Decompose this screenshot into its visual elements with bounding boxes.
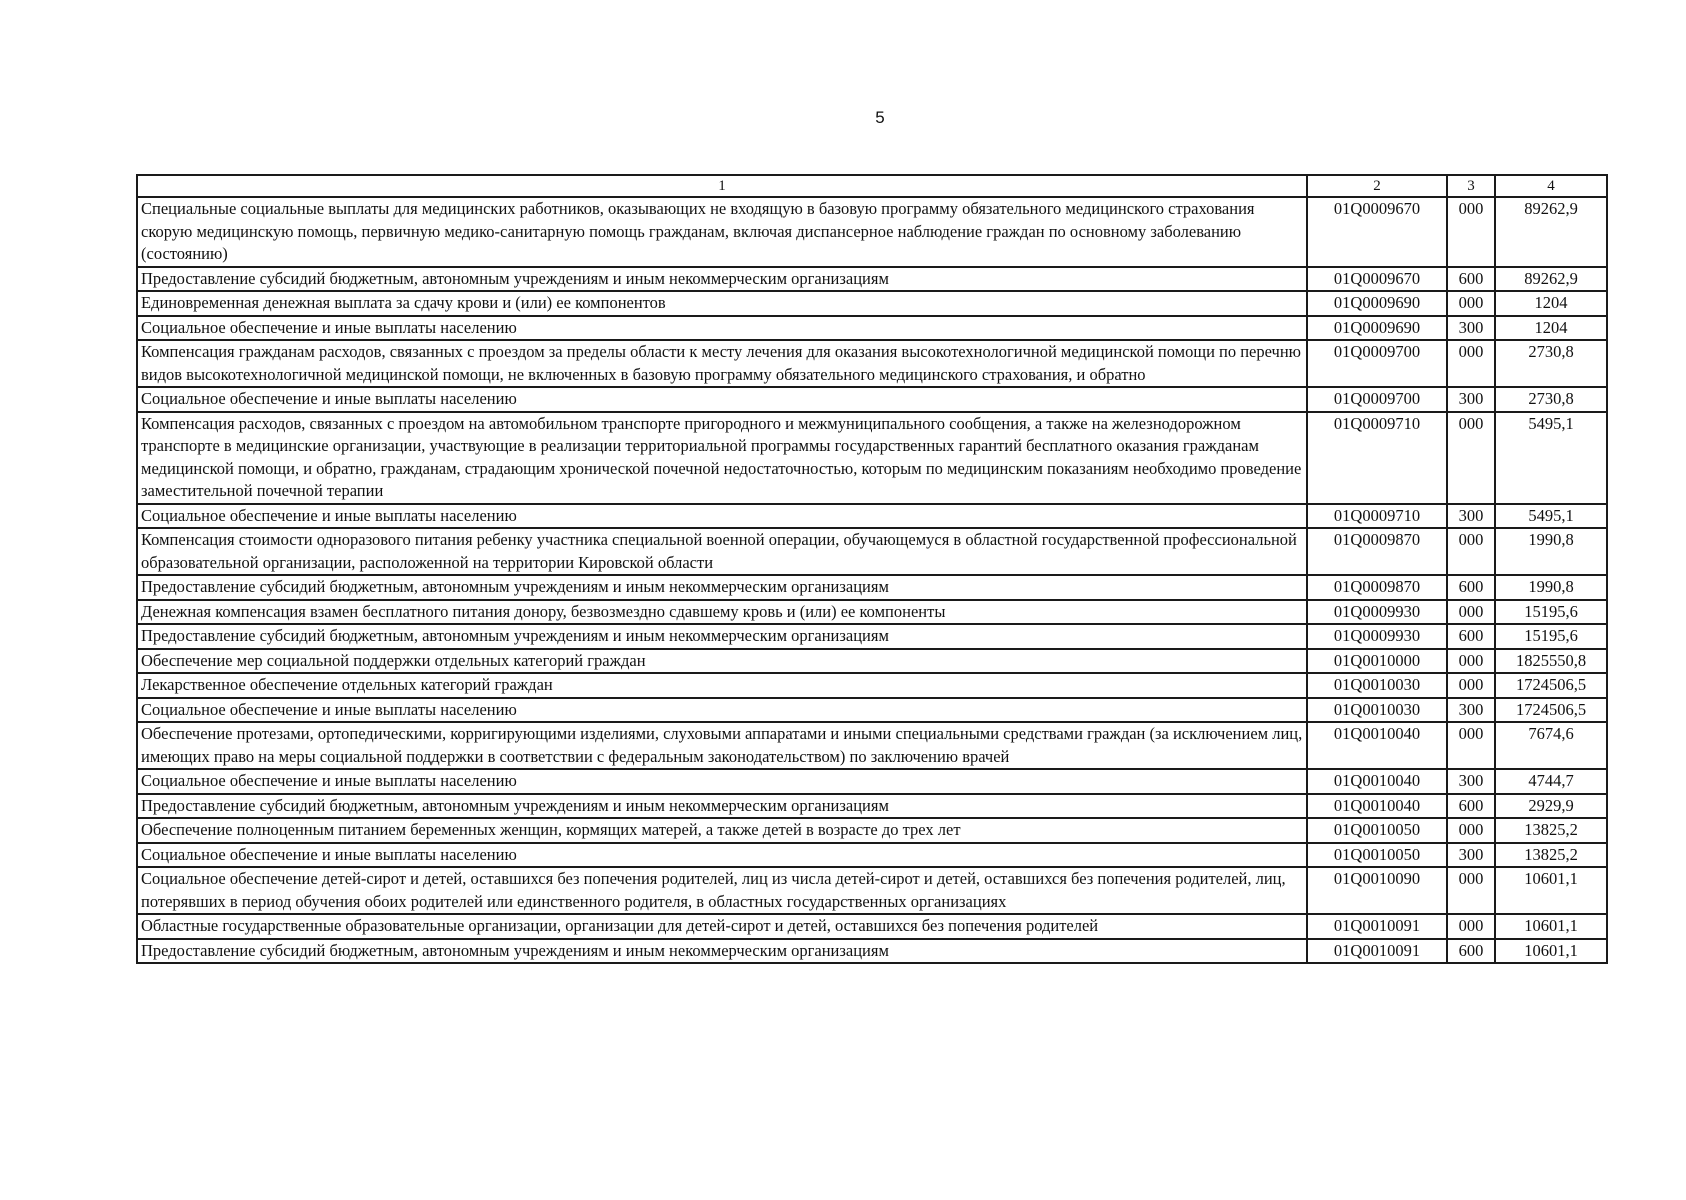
row-name-cell: Предоставление субсидий бюджетным, автономным учреждениям и иным некоммерческим организациям xyxy=(137,624,1307,649)
table-row xyxy=(137,769,1607,794)
amount-cell: 2730,8 xyxy=(1495,340,1607,387)
row-name-cell: Лекарственное обеспечение отдельных категорий граждан xyxy=(137,673,1307,698)
target-code-cell: 01Q0009710 xyxy=(1307,412,1447,504)
amount-cell: 1825550,8 xyxy=(1495,649,1607,674)
expense-type-cell: 000 xyxy=(1447,197,1495,267)
expense-type-cell: 600 xyxy=(1447,794,1495,819)
table-row xyxy=(137,624,1607,649)
amount-cell: 2730,8 xyxy=(1495,387,1607,412)
target-code-cell: 01Q0010040 xyxy=(1307,769,1447,794)
expense-type-cell: 600 xyxy=(1447,939,1495,964)
table-row xyxy=(137,914,1607,939)
expense-type-cell: 000 xyxy=(1447,600,1495,625)
table-row xyxy=(137,528,1607,575)
target-code-cell: 01Q0010000 xyxy=(1307,649,1447,674)
target-code-cell: 01Q0010030 xyxy=(1307,673,1447,698)
amount-cell: 1990,8 xyxy=(1495,528,1607,575)
table-row xyxy=(137,722,1607,769)
table-row xyxy=(137,843,1607,868)
table-row xyxy=(137,673,1607,698)
table-row xyxy=(137,600,1607,625)
amount-cell: 1204 xyxy=(1495,316,1607,341)
expense-type-cell: 600 xyxy=(1447,575,1495,600)
expense-type-cell: 300 xyxy=(1447,316,1495,341)
expense-type-cell: 000 xyxy=(1447,340,1495,387)
target-code-cell: 01Q0010040 xyxy=(1307,722,1447,769)
expense-type-cell: 000 xyxy=(1447,649,1495,674)
amount-cell: 10601,1 xyxy=(1495,867,1607,914)
table-row xyxy=(137,939,1607,964)
amount-cell: 15195,6 xyxy=(1495,624,1607,649)
expense-type-cell: 000 xyxy=(1447,914,1495,939)
expense-type-cell: 000 xyxy=(1447,291,1495,316)
table-row xyxy=(137,504,1607,529)
row-name-cell: Областные государственные образовательные организации, организации для детей-сирот и детей, оставшихся без попечения родителей xyxy=(137,914,1307,939)
row-name-cell: Обеспечение мер социальной поддержки отдельных категорий граждан xyxy=(137,649,1307,674)
amount-cell: 1990,8 xyxy=(1495,575,1607,600)
amount-cell: 7674,6 xyxy=(1495,722,1607,769)
row-name-cell: Социальное обеспечение и иные выплаты населению xyxy=(137,387,1307,412)
target-code-cell: 01Q0009670 xyxy=(1307,267,1447,292)
table-body xyxy=(137,197,1607,963)
amount-cell: 89262,9 xyxy=(1495,197,1607,267)
expense-type-cell: 300 xyxy=(1447,387,1495,412)
amount-cell: 1204 xyxy=(1495,291,1607,316)
amount-cell: 1724506,5 xyxy=(1495,698,1607,723)
table-row xyxy=(137,698,1607,723)
amount-cell: 1724506,5 xyxy=(1495,673,1607,698)
row-name-cell: Социальное обеспечение и иные выплаты населению xyxy=(137,698,1307,723)
table-row xyxy=(137,340,1607,387)
row-name-cell: Специальные социальные выплаты для медицинских работников, оказывающих не входящую в базовую программу обязательного медицинского страхования скорую медицинскую помощь, первичную медико-санитарную помощь гражданам, включая диспансерное наблюдение граждан по основному заболеванию (состоянию) xyxy=(137,197,1307,267)
target-code-cell: 01Q0009690 xyxy=(1307,291,1447,316)
expense-type-cell: 000 xyxy=(1447,673,1495,698)
table-row xyxy=(137,291,1607,316)
table-row xyxy=(137,412,1607,504)
table-header-row xyxy=(137,175,1607,197)
amount-cell: 4744,7 xyxy=(1495,769,1607,794)
expense-type-cell: 600 xyxy=(1447,624,1495,649)
amount-cell: 10601,1 xyxy=(1495,939,1607,964)
expense-type-cell: 300 xyxy=(1447,843,1495,868)
page-number: 5 xyxy=(875,108,885,127)
amount-cell: 13825,2 xyxy=(1495,818,1607,843)
expense-type-cell: 300 xyxy=(1447,504,1495,529)
row-name-cell: Денежная компенсация взамен бесплатного питания донору, безвозмездно сдавшему кровь и (или) ее компоненты xyxy=(137,600,1307,625)
target-code-cell: 01Q0010091 xyxy=(1307,914,1447,939)
row-name-cell: Обеспечение полноценным питанием беременных женщин, кормящих матерей, а также детей в возрасте до трех лет xyxy=(137,818,1307,843)
amount-cell: 10601,1 xyxy=(1495,914,1607,939)
target-code-cell: 01Q0010050 xyxy=(1307,843,1447,868)
column-header-2: 2 xyxy=(1307,175,1447,197)
target-code-cell: 01Q0009870 xyxy=(1307,528,1447,575)
amount-cell: 5495,1 xyxy=(1495,412,1607,504)
row-name-cell: Социальное обеспечение и иные выплаты населению xyxy=(137,504,1307,529)
target-code-cell: 01Q0009930 xyxy=(1307,600,1447,625)
amount-cell: 13825,2 xyxy=(1495,843,1607,868)
table-row xyxy=(137,197,1607,267)
table-row xyxy=(137,649,1607,674)
expense-type-cell: 600 xyxy=(1447,267,1495,292)
row-name-cell: Единовременная денежная выплата за сдачу крови и (или) ее компонентов xyxy=(137,291,1307,316)
expense-type-cell: 000 xyxy=(1447,722,1495,769)
table-row xyxy=(137,316,1607,341)
amount-cell: 89262,9 xyxy=(1495,267,1607,292)
table-row xyxy=(137,575,1607,600)
expense-type-cell: 300 xyxy=(1447,698,1495,723)
expense-type-cell: 000 xyxy=(1447,818,1495,843)
row-name-cell: Социальное обеспечение и иные выплаты населению xyxy=(137,843,1307,868)
row-name-cell: Социальное обеспечение и иные выплаты населению xyxy=(137,769,1307,794)
amount-cell: 2929,9 xyxy=(1495,794,1607,819)
amount-cell: 5495,1 xyxy=(1495,504,1607,529)
table-row xyxy=(137,818,1607,843)
expense-type-cell: 000 xyxy=(1447,867,1495,914)
target-code-cell: 01Q0010050 xyxy=(1307,818,1447,843)
column-header-3: 3 xyxy=(1447,175,1495,197)
row-name-cell: Социальное обеспечение детей-сирот и детей, оставшихся без попечения родителей, лиц из числа детей-сирот и детей, оставшихся без попечения родителей, лиц, потерявших в период обучения обоих родителей или единственного родителя, в областных государственных организациях xyxy=(137,867,1307,914)
expense-type-cell: 000 xyxy=(1447,528,1495,575)
row-name-cell: Предоставление субсидий бюджетным, автономным учреждениям и иным некоммерческим организациям xyxy=(137,267,1307,292)
row-name-cell: Социальное обеспечение и иные выплаты населению xyxy=(137,316,1307,341)
column-header-4: 4 xyxy=(1495,175,1607,197)
column-header-1: 1 xyxy=(137,175,1307,197)
table-row xyxy=(137,267,1607,292)
target-code-cell: 01Q0010040 xyxy=(1307,794,1447,819)
budget-table xyxy=(136,174,1608,964)
target-code-cell: 01Q0010030 xyxy=(1307,698,1447,723)
row-name-cell: Предоставление субсидий бюджетным, автономным учреждениям и иным некоммерческим организациям xyxy=(137,575,1307,600)
target-code-cell: 01Q0009930 xyxy=(1307,624,1447,649)
row-name-cell: Компенсация расходов, связанных с проездом на автомобильном транспорте пригородного и межмуниципального сообщения, а также на железнодорожном транспорте в медицинские организации, участвующие в реализации территориальной программы государственных гарантий бесплатного оказания гражданам медицинской помощи, и обратно, гражданам, страдающим хронической почечной недостаточностью, которым по медицинским показаниям необходимо проведение заместительной почечной терапии xyxy=(137,412,1307,504)
target-code-cell: 01Q0009690 xyxy=(1307,316,1447,341)
table-row xyxy=(137,387,1607,412)
row-name-cell: Предоставление субсидий бюджетным, автономным учреждениям и иным некоммерческим организациям xyxy=(137,939,1307,964)
row-name-cell: Компенсация стоимости одноразового питания ребенку участника специальной военной операции, обучающемуся в областной государственной профессиональной образовательной организации, расположенной на территории Кировской области xyxy=(137,528,1307,575)
expense-type-cell: 300 xyxy=(1447,769,1495,794)
amount-cell: 15195,6 xyxy=(1495,600,1607,625)
target-code-cell: 01Q0009700 xyxy=(1307,340,1447,387)
target-code-cell: 01Q0009670 xyxy=(1307,197,1447,267)
row-name-cell: Компенсация гражданам расходов, связанных с проездом за пределы области к месту лечения для оказания высокотехнологичной медицинской помощи по перечню видов высокотехнологичной медицинской помощи, не включенных в базовую программу обязательного медицинского страхования, и обратно xyxy=(137,340,1307,387)
target-code-cell: 01Q0010090 xyxy=(1307,867,1447,914)
row-name-cell: Предоставление субсидий бюджетным, автономным учреждениям и иным некоммерческим организациям xyxy=(137,794,1307,819)
target-code-cell: 01Q0009700 xyxy=(1307,387,1447,412)
table-row xyxy=(137,867,1607,914)
target-code-cell: 01Q0009870 xyxy=(1307,575,1447,600)
table-row xyxy=(137,794,1607,819)
target-code-cell: 01Q0009710 xyxy=(1307,504,1447,529)
target-code-cell: 01Q0010091 xyxy=(1307,939,1447,964)
expense-type-cell: 000 xyxy=(1447,412,1495,504)
row-name-cell: Обеспечение протезами, ортопедическими, корригирующими изделиями, слуховыми аппаратами и иными специальными средствами граждан (за исключением лиц, имеющих право на меры социальной поддержки в соответствии с федеральным законодательством) по заключению врачей xyxy=(137,722,1307,769)
